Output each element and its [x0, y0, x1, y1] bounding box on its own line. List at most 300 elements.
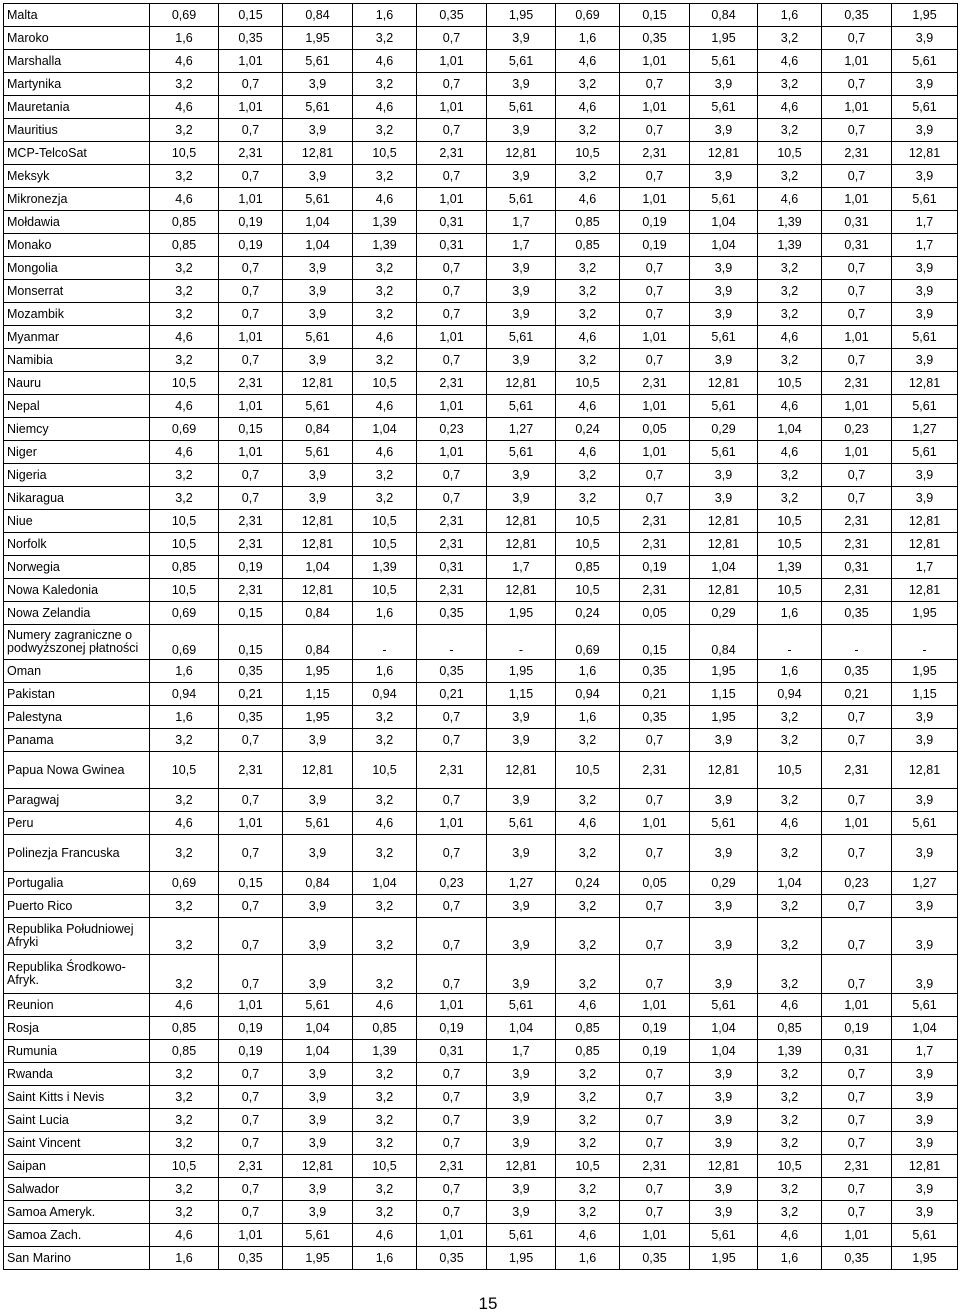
- rate-cell: 1,01: [417, 96, 487, 119]
- rate-cell: 0,7: [417, 303, 487, 326]
- rate-cell: 4,6: [758, 395, 822, 418]
- rate-cell: 1,6: [556, 27, 620, 50]
- country-name: podwyższonej płatności: [7, 641, 139, 655]
- rate-cell: 3,2: [353, 895, 417, 918]
- rate-cell: 3,2: [556, 918, 620, 955]
- country-name: Nikaragua: [7, 490, 64, 505]
- rate-cell: 1,6: [353, 660, 417, 683]
- rate-cell: 1,01: [417, 50, 487, 73]
- rate-cell: 0,85: [556, 1017, 620, 1040]
- rate-cell: 0,85: [556, 1040, 620, 1063]
- rate-cell: 3,2: [556, 1063, 620, 1086]
- rate-cell: 3,2: [758, 349, 822, 372]
- rate-cell: 3,9: [690, 789, 758, 812]
- table-row: [4, 211, 958, 234]
- country-name: Niger: [7, 444, 37, 459]
- rate-cell: 3,2: [556, 165, 620, 188]
- rate-cell: 3,9: [487, 789, 556, 812]
- table-row: [4, 4, 958, 27]
- rate-cell: 3,2: [556, 955, 620, 994]
- rate-cell: 0,7: [219, 955, 283, 994]
- country-name-cell: [4, 1247, 150, 1270]
- rate-cell: 0,7: [822, 280, 892, 303]
- rate-cell: 1,01: [822, 50, 892, 73]
- rate-cell: 1,04: [487, 1017, 556, 1040]
- rate-cell: 3,9: [690, 729, 758, 752]
- rate-cell: 10,5: [556, 579, 620, 602]
- rate-cell: 12,81: [892, 533, 958, 556]
- rate-cell: 3,9: [283, 119, 353, 142]
- rate-cell: 0,7: [417, 729, 487, 752]
- rate-cell: 5,61: [487, 812, 556, 835]
- rate-cell: 0,23: [822, 872, 892, 895]
- rate-cell: 0,7: [417, 1063, 487, 1086]
- country-name: Myanmar: [7, 329, 60, 344]
- rate-cell: 1,27: [892, 872, 958, 895]
- country-name: Afryki: [7, 935, 39, 949]
- rate-cell: 3,2: [353, 1132, 417, 1155]
- rate-cell: 3,2: [353, 303, 417, 326]
- rate-cell: 4,6: [353, 1224, 417, 1247]
- rate-cell: 0,19: [219, 1017, 283, 1040]
- rate-cell: 0,15: [219, 4, 283, 27]
- rate-cell: 3,2: [353, 73, 417, 96]
- rate-cell: 3,2: [353, 729, 417, 752]
- rate-cell: 1,6: [758, 602, 822, 625]
- rate-cell: 0,19: [219, 556, 283, 579]
- rate-cell: 10,5: [556, 142, 620, 165]
- rate-cell: 2,31: [219, 510, 283, 533]
- rate-cell: 5,61: [487, 441, 556, 464]
- rate-cell: 12,81: [487, 579, 556, 602]
- rate-cell: 3,9: [892, 1132, 958, 1155]
- rate-cell: 3,9: [487, 349, 556, 372]
- rate-cell: 10,5: [758, 372, 822, 395]
- country-name-cell: [4, 789, 150, 812]
- rate-cell: 12,81: [690, 510, 758, 533]
- rate-cell: 12,81: [892, 1155, 958, 1178]
- rate-cell: 1,01: [620, 50, 690, 73]
- rate-cell: 1,95: [487, 4, 556, 27]
- rate-cell: 0,7: [417, 1178, 487, 1201]
- rate-cell: 0,29: [690, 872, 758, 895]
- table-row: [4, 418, 958, 441]
- rate-cell: 12,81: [487, 533, 556, 556]
- rate-cell: 3,9: [487, 895, 556, 918]
- rate-cell: 0,29: [690, 418, 758, 441]
- rate-cell: 0,7: [417, 27, 487, 50]
- rate-cell: 3,2: [556, 280, 620, 303]
- country-name-cell: [4, 73, 150, 96]
- rate-cell: 1,01: [219, 1224, 283, 1247]
- rate-cell: 3,2: [758, 487, 822, 510]
- rate-cell: 0,7: [822, 27, 892, 50]
- rate-cell: 0,7: [822, 895, 892, 918]
- rate-cell: 3,2: [758, 1132, 822, 1155]
- rate-cell: 1,04: [892, 1017, 958, 1040]
- rate-cell: 0,05: [620, 872, 690, 895]
- table-row: [4, 1201, 958, 1224]
- rate-cell: 5,61: [487, 50, 556, 73]
- country-name: Rosja: [7, 1020, 39, 1035]
- table-row: [4, 96, 958, 119]
- rate-cell: 0,69: [150, 602, 219, 625]
- rate-cell: 0,85: [150, 1017, 219, 1040]
- rate-cell: 3,9: [892, 706, 958, 729]
- country-name: Niue: [7, 513, 33, 528]
- rate-cell: 0,7: [620, 729, 690, 752]
- country-name: Maroko: [7, 30, 49, 45]
- rate-cell: 12,81: [892, 142, 958, 165]
- country-name: MCP-TelcoSat: [7, 145, 87, 160]
- rate-cell: 3,9: [892, 918, 958, 955]
- rate-cell: 10,5: [353, 142, 417, 165]
- rate-cell: 3,9: [690, 487, 758, 510]
- rate-cell: 3,9: [487, 1132, 556, 1155]
- rate-cell: -: [758, 625, 822, 660]
- rate-cell: 2,31: [822, 533, 892, 556]
- rate-cell: 0,7: [822, 1063, 892, 1086]
- country-name: Samoa Zach.: [7, 1227, 82, 1242]
- rate-cell: 3,2: [150, 1132, 219, 1155]
- table-row: [4, 1132, 958, 1155]
- rate-cell: 3,9: [690, 280, 758, 303]
- rate-cell: 1,39: [758, 556, 822, 579]
- country-name-cell: [4, 752, 150, 789]
- country-name-cell: [4, 602, 150, 625]
- rate-cell: 2,31: [219, 752, 283, 789]
- rate-cell: 3,9: [690, 1086, 758, 1109]
- country-name-cell: [4, 349, 150, 372]
- rate-cell: 0,7: [620, 165, 690, 188]
- rate-cell: 2,31: [620, 142, 690, 165]
- rate-cell: 10,5: [758, 579, 822, 602]
- rate-cell: 0,7: [822, 835, 892, 872]
- rate-cell: 3,2: [353, 955, 417, 994]
- rate-cell: 4,6: [150, 96, 219, 119]
- country-name-cell: [4, 1109, 150, 1132]
- country-name-cell: [4, 119, 150, 142]
- rate-cell: 2,31: [620, 579, 690, 602]
- rate-cell: 2,31: [822, 752, 892, 789]
- rate-cell: 3,9: [690, 303, 758, 326]
- rate-cell: 12,81: [892, 372, 958, 395]
- rate-cell: 3,2: [758, 729, 822, 752]
- rate-cell: 0,7: [620, 119, 690, 142]
- rate-cell: 12,81: [487, 372, 556, 395]
- rate-cell: 3,2: [556, 1086, 620, 1109]
- rate-cell: 0,7: [219, 1178, 283, 1201]
- rate-cell: 3,2: [353, 918, 417, 955]
- rate-cell: 4,6: [150, 326, 219, 349]
- country-name-cell: [4, 50, 150, 73]
- rate-cell: 3,2: [353, 487, 417, 510]
- rate-cell: 3,2: [556, 1109, 620, 1132]
- rate-cell: 3,9: [487, 1086, 556, 1109]
- rate-cell: 3,2: [353, 280, 417, 303]
- rate-cell: 5,61: [892, 395, 958, 418]
- rate-cell: 3,9: [892, 835, 958, 872]
- rate-cell: 0,19: [219, 1040, 283, 1063]
- rate-cell: 1,27: [892, 418, 958, 441]
- country-name: Republika Środkowo-: [7, 960, 126, 974]
- country-name-cell: [4, 533, 150, 556]
- rate-cell: 1,15: [690, 683, 758, 706]
- rate-cell: 0,7: [620, 73, 690, 96]
- rate-cell: 3,9: [487, 1063, 556, 1086]
- rate-cell: 0,7: [219, 257, 283, 280]
- rate-cell: 3,9: [283, 165, 353, 188]
- rate-cell: 4,6: [353, 441, 417, 464]
- rate-cell: 3,9: [892, 487, 958, 510]
- rate-cell: -: [487, 625, 556, 660]
- rate-cell: -: [892, 625, 958, 660]
- country-name-cell: [4, 96, 150, 119]
- table-row: [4, 789, 958, 812]
- rate-cell: 1,01: [417, 188, 487, 211]
- rate-cell: 3,2: [758, 165, 822, 188]
- rate-cell: 0,35: [417, 660, 487, 683]
- country-name: Malta: [7, 7, 38, 22]
- rate-cell: 3,9: [487, 706, 556, 729]
- rate-cell: 3,2: [150, 280, 219, 303]
- country-name: Monserrat: [7, 283, 64, 298]
- rate-cell: 3,2: [758, 464, 822, 487]
- rate-cell: 0,7: [219, 1109, 283, 1132]
- rate-cell: 3,2: [556, 349, 620, 372]
- rate-cell: 0,94: [556, 683, 620, 706]
- table-row: [4, 395, 958, 418]
- rate-cell: 3,9: [690, 1201, 758, 1224]
- table-row: [4, 234, 958, 257]
- country-name-cell: [4, 487, 150, 510]
- rate-cell: 0,35: [417, 1247, 487, 1270]
- rate-cell: 1,04: [690, 556, 758, 579]
- rate-cell: 1,04: [283, 1017, 353, 1040]
- rate-cell: 0,94: [353, 683, 417, 706]
- rate-cell: 1,04: [690, 234, 758, 257]
- rate-cell: 12,81: [487, 1155, 556, 1178]
- rate-cell: 4,6: [353, 994, 417, 1017]
- rate-cell: 12,81: [283, 1155, 353, 1178]
- country-name: Rumunia: [7, 1043, 58, 1058]
- table-row: [4, 994, 958, 1017]
- rate-cell: 3,9: [283, 1109, 353, 1132]
- country-name-cell: [4, 372, 150, 395]
- rate-cell: 0,7: [219, 895, 283, 918]
- country-name: San Marino: [7, 1250, 71, 1265]
- country-name-cell: [4, 188, 150, 211]
- rate-cell: 0,7: [620, 280, 690, 303]
- rate-cell: 1,01: [219, 441, 283, 464]
- rate-cell: 1,6: [556, 1247, 620, 1270]
- rate-cell: 0,7: [620, 955, 690, 994]
- rate-cell: 0,7: [620, 257, 690, 280]
- rate-cell: 1,04: [758, 418, 822, 441]
- rate-cell: 0,69: [150, 872, 219, 895]
- rate-cell: 10,5: [150, 533, 219, 556]
- country-name: Mongolia: [7, 260, 58, 275]
- rate-cell: 1,01: [620, 441, 690, 464]
- rate-cell: 3,9: [690, 1178, 758, 1201]
- rate-cell: 10,5: [556, 1155, 620, 1178]
- rate-cell: 2,31: [620, 533, 690, 556]
- rate-cell: 3,9: [283, 1178, 353, 1201]
- country-name: Martynika: [7, 76, 62, 91]
- rate-cell: 10,5: [556, 752, 620, 789]
- country-name: Portugalia: [7, 875, 64, 890]
- country-name: Saint Lucia: [7, 1112, 69, 1127]
- rate-cell: 0,84: [690, 625, 758, 660]
- rate-cell: 1,01: [822, 395, 892, 418]
- rate-cell: 5,61: [892, 441, 958, 464]
- rate-cell: 0,35: [620, 706, 690, 729]
- rate-cell: 2,31: [620, 372, 690, 395]
- rate-cell: 0,7: [822, 1109, 892, 1132]
- rate-cell: 0,23: [417, 418, 487, 441]
- rate-cell: 1,04: [353, 418, 417, 441]
- rate-cell: 4,6: [758, 1224, 822, 1247]
- rate-cell: 5,61: [283, 812, 353, 835]
- rate-cell: 4,6: [758, 441, 822, 464]
- table-row: [4, 510, 958, 533]
- table-row: [4, 683, 958, 706]
- rate-cell: 3,9: [487, 955, 556, 994]
- rate-cell: 5,61: [487, 395, 556, 418]
- rate-cell: 4,6: [556, 1224, 620, 1247]
- rate-cell: 0,19: [620, 1040, 690, 1063]
- rate-cell: 0,31: [822, 234, 892, 257]
- country-name: Niemcy: [7, 421, 49, 436]
- table-row: [4, 533, 958, 556]
- rate-cell: 4,6: [150, 395, 219, 418]
- rate-cell: 0,15: [219, 602, 283, 625]
- rate-cell: 1,15: [892, 683, 958, 706]
- rate-cell: 3,9: [487, 280, 556, 303]
- rate-cell: 1,01: [822, 812, 892, 835]
- rate-cell: 3,2: [556, 835, 620, 872]
- rate-cell: 1,95: [283, 706, 353, 729]
- rate-cell: 3,2: [556, 257, 620, 280]
- country-name: Papua Nowa Gwinea: [7, 762, 125, 777]
- rate-cell: 4,6: [758, 96, 822, 119]
- table-row: [4, 660, 958, 683]
- rate-cell: 0,7: [417, 349, 487, 372]
- rate-cell: 0,7: [620, 1178, 690, 1201]
- table-row: [4, 625, 958, 660]
- rate-cell: 12,81: [283, 752, 353, 789]
- rate-cell: 5,61: [487, 326, 556, 349]
- country-name: Mauretania: [7, 99, 70, 114]
- rate-cell: 1,95: [283, 660, 353, 683]
- rate-cell: 1,01: [822, 96, 892, 119]
- rate-cell: 3,2: [353, 464, 417, 487]
- rate-cell: 10,5: [353, 579, 417, 602]
- rate-cell: 5,61: [283, 326, 353, 349]
- table-row: [4, 1040, 958, 1063]
- country-name-cell: [4, 4, 150, 27]
- rate-cell: 1,01: [417, 395, 487, 418]
- rate-cell: 3,9: [487, 303, 556, 326]
- rate-cell: 0,85: [556, 234, 620, 257]
- rate-cell: 1,7: [892, 556, 958, 579]
- table-row: [4, 556, 958, 579]
- country-name-cell: [4, 211, 150, 234]
- rate-cell: 3,2: [556, 1178, 620, 1201]
- rate-cell: 0,15: [219, 625, 283, 660]
- rate-cell: 3,9: [690, 349, 758, 372]
- rate-cell: 1,01: [822, 326, 892, 349]
- rate-cell: 10,5: [556, 533, 620, 556]
- rate-cell: 0,7: [219, 835, 283, 872]
- country-name-cell: [4, 835, 150, 872]
- rate-cell: 3,2: [150, 1201, 219, 1224]
- rate-cell: 0,85: [150, 1040, 219, 1063]
- rate-cell: 3,2: [150, 303, 219, 326]
- rate-cell: 0,7: [417, 789, 487, 812]
- rate-cell: 3,2: [758, 789, 822, 812]
- rate-cell: -: [353, 625, 417, 660]
- rate-cell: 1,01: [219, 50, 283, 73]
- country-name: Mołdawia: [7, 214, 60, 229]
- country-name-cell: [4, 1224, 150, 1247]
- rate-cell: 3,9: [283, 955, 353, 994]
- rate-cell: 10,5: [758, 533, 822, 556]
- rate-cell: 3,9: [283, 1063, 353, 1086]
- rate-cell: 0,31: [822, 1040, 892, 1063]
- country-name: Nauru: [7, 375, 42, 390]
- rate-cell: 0,7: [219, 1132, 283, 1155]
- rate-cell: 3,9: [690, 257, 758, 280]
- rate-cell: 1,01: [822, 441, 892, 464]
- table-row: [4, 257, 958, 280]
- rate-cell: 0,7: [417, 918, 487, 955]
- rate-cell: 0,7: [417, 895, 487, 918]
- rate-cell: 1,39: [353, 234, 417, 257]
- rate-cell: 3,9: [892, 303, 958, 326]
- country-name-cell: [4, 257, 150, 280]
- rate-cell: 3,9: [690, 1132, 758, 1155]
- rate-cell: 3,2: [758, 706, 822, 729]
- rate-cell: 0,7: [620, 303, 690, 326]
- rate-cell: 1,04: [353, 872, 417, 895]
- rate-cell: 0,84: [283, 872, 353, 895]
- rate-cell: 1,04: [690, 1040, 758, 1063]
- rate-cell: 5,61: [283, 96, 353, 119]
- rate-cell: 0,7: [822, 955, 892, 994]
- table-row: [4, 1178, 958, 1201]
- rate-cell: 12,81: [283, 372, 353, 395]
- rate-cell: 12,81: [487, 142, 556, 165]
- rate-cell: 0,35: [219, 660, 283, 683]
- rate-cell: 3,2: [353, 789, 417, 812]
- rate-cell: 4,6: [556, 326, 620, 349]
- rate-cell: 1,01: [822, 188, 892, 211]
- rate-cell: 1,01: [620, 326, 690, 349]
- rate-cell: 3,9: [283, 1132, 353, 1155]
- rate-cell: 1,01: [417, 441, 487, 464]
- country-name-cell: [4, 729, 150, 752]
- rate-cell: 1,04: [758, 872, 822, 895]
- rate-cell: 3,9: [487, 729, 556, 752]
- country-name: Pakistan: [7, 686, 55, 701]
- rate-cell: 3,2: [758, 895, 822, 918]
- rate-cell: 3,2: [150, 119, 219, 142]
- rate-cell: 0,35: [219, 27, 283, 50]
- rate-cell: 3,2: [758, 1109, 822, 1132]
- rate-cell: 3,9: [892, 955, 958, 994]
- rate-cell: 1,01: [219, 395, 283, 418]
